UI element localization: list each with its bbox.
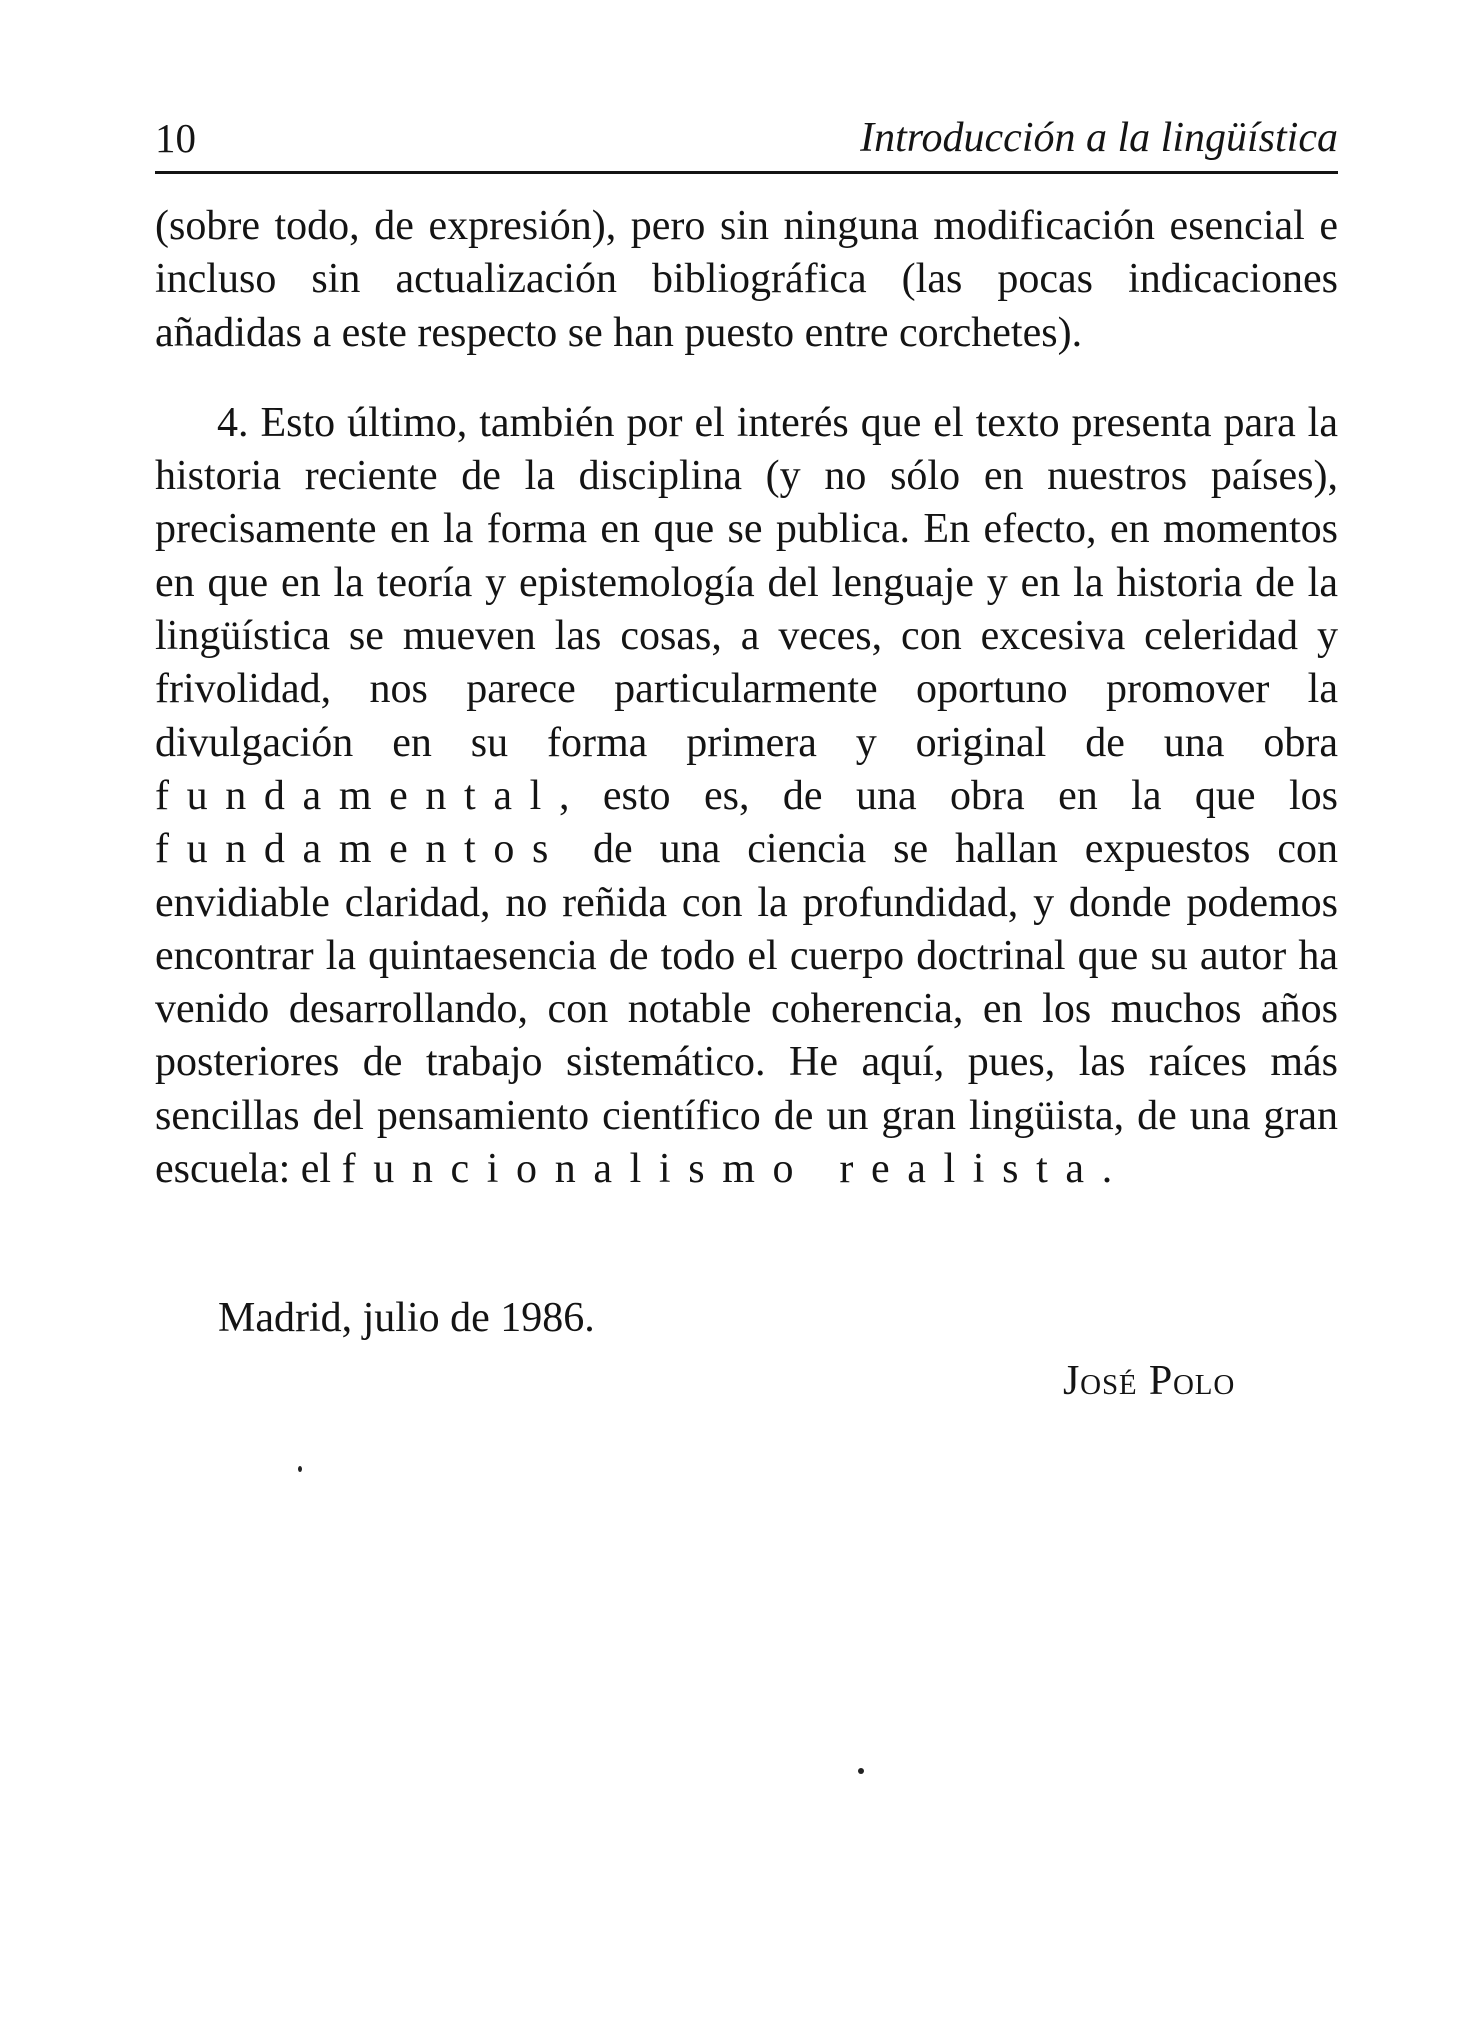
spaced-term-fundamentos: fundamentos <box>155 826 566 873</box>
paragraph-1: (sobre todo, de expresión), pero sin ninguna modificación esencial e incluso sin actualización bibliográfica (las pocas indicaciones añadidas a este respecto se han puesto entre corchetes). <box>155 203 1338 356</box>
dateline: Madrid, julio de 1986. <box>218 1295 595 1341</box>
print-speck <box>858 1768 864 1774</box>
header-rule <box>155 171 1338 174</box>
page-number: 10 <box>155 115 196 161</box>
paragraph-2-part-4: . <box>1101 1146 1113 1193</box>
paragraph-2-part-2: , esto es, de una obra en la que los <box>558 772 1338 819</box>
page-header <box>155 108 1338 168</box>
paragraph-2 <box>155 397 1338 1196</box>
spaced-term-funcionalismo-realista: funcionalismo realista <box>341 1146 1102 1193</box>
paragraph-2-part-1: 4. Esto último, también por el interés que el texto presenta para la historia reciente de la disciplina (y no sólo en nuestros países), precisamente en la forma en que se publica. En efecto, en momentos en que en la teoría y epistemología del lenguaje y en la historia de la lingüística se mueven las cosas, a veces, con excesiva celeridad y frivolidad, nos parece particularmente oportuno promover la divulgación en su forma primera y original de una obra <box>155 399 1338 766</box>
print-speck <box>298 1466 302 1472</box>
author-signature: José Polo <box>1063 1358 1236 1404</box>
running-title: Introducción a la lingüística <box>860 115 1338 161</box>
paragraph-2-part-3: de una ciencia se hallan expuestos con envidiable claridad, no reñida con la profundidad, y donde podemos encontrar la quintaesencia de todo el cuerpo doctrinal que su autor ha venido desarrollando, con notable coherencia, en los muchos años posteriores de trabajo sistemático. He aquí, pues, las raíces más sencillas del pensamiento científico de un gran lingüista, de una gran escuela: el <box>155 826 1339 1193</box>
spaced-term-fundamental: fundamental <box>155 772 559 819</box>
body-text <box>155 200 1338 1196</box>
